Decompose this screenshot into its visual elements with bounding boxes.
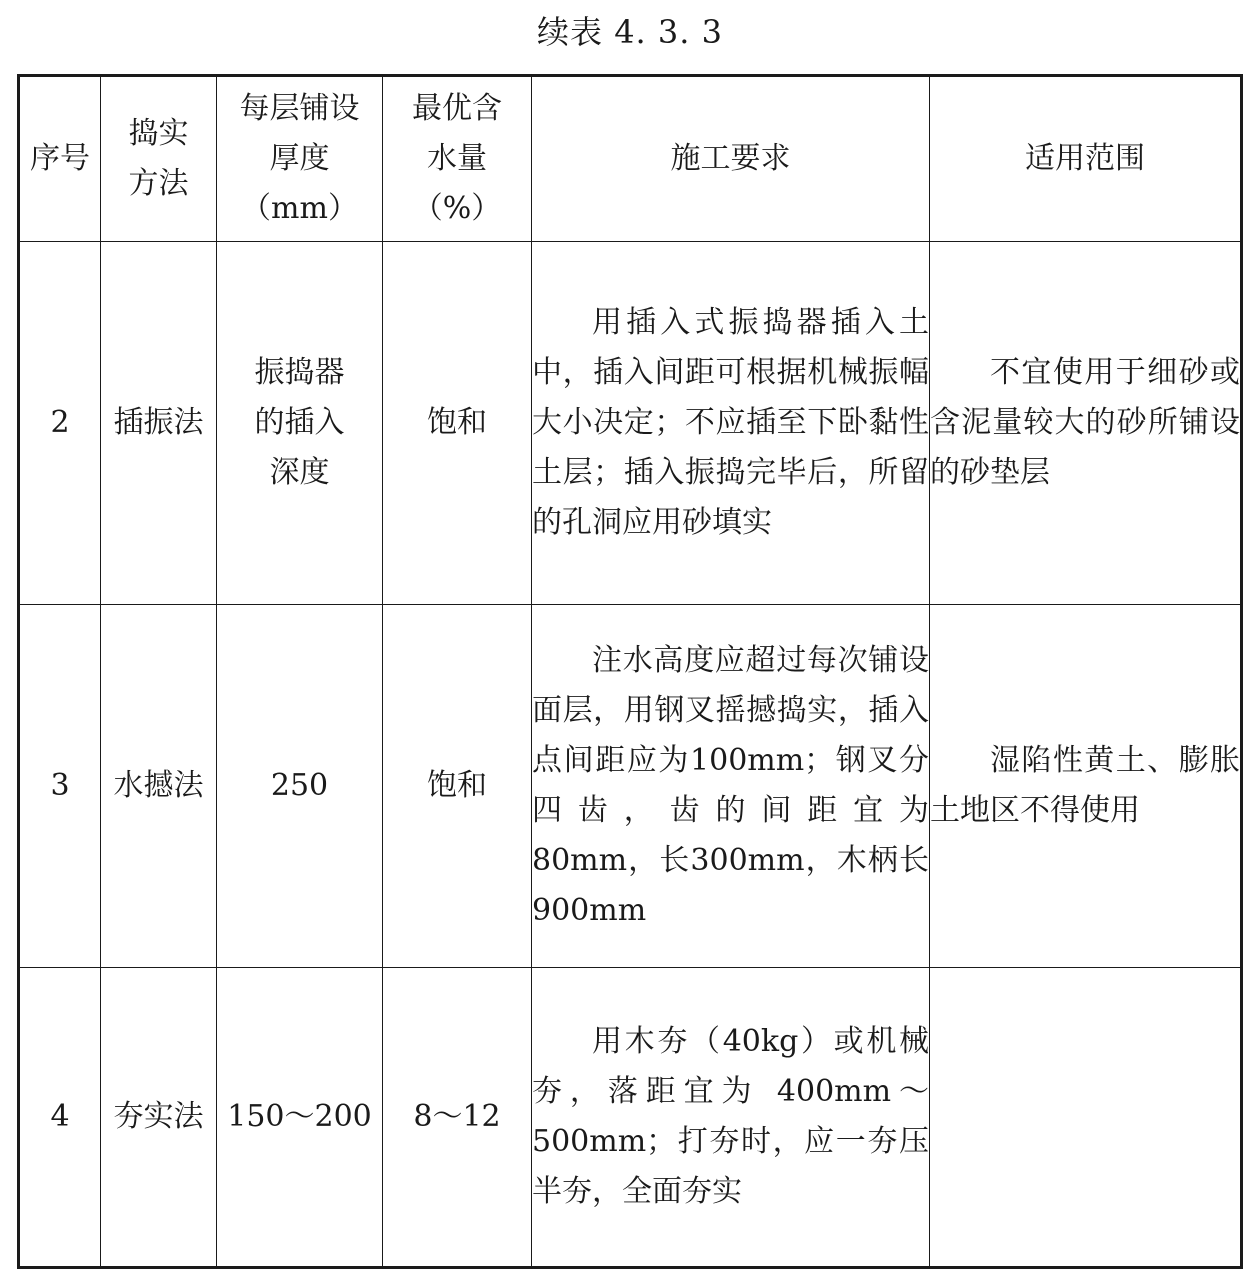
cell-scope (930, 968, 1242, 1268)
header-thickness (217, 76, 383, 242)
cell-thickness-line: 深度 (269, 455, 330, 490)
cell-method: 夯实法 (101, 968, 217, 1268)
cell-method: 插振法 (101, 242, 217, 605)
compaction-methods-table (17, 74, 1243, 1269)
cell-moisture: 饱和 (383, 242, 532, 605)
cell-thickness: 250 (217, 605, 383, 968)
header-method-line: 方法 (128, 166, 189, 201)
cell-seq: 4 (19, 968, 101, 1268)
cell-requirements (532, 242, 930, 605)
header-moisture (383, 76, 532, 242)
header-requirements: 施工要求 (532, 76, 930, 242)
header-thickness-line: 厚度 (269, 141, 330, 176)
cell-thickness-line: 的插入 (254, 405, 345, 440)
cell-seq: 3 (19, 605, 101, 968)
header-row (19, 76, 1242, 242)
header-moisture-line: 最优含 (412, 91, 502, 126)
header-seq: 序号 (19, 76, 101, 242)
cell-moisture: 饱和 (383, 605, 532, 968)
header-moisture-line: 水量 (427, 141, 487, 176)
cell-method: 水撼法 (101, 605, 217, 968)
cell-requirements (532, 605, 930, 968)
table-row (19, 968, 1242, 1268)
cell-requirements (532, 968, 930, 1268)
table-row (19, 605, 1242, 968)
header-thickness-line: （mm） (241, 191, 358, 226)
cell-moisture: 8～12 (383, 968, 532, 1268)
cell-seq: 2 (19, 242, 101, 605)
header-method (101, 76, 217, 242)
cell-scope (930, 242, 1242, 605)
cell-thickness-line: 振捣器 (254, 355, 345, 390)
table-caption: 续表 4. 3. 3 (537, 13, 723, 51)
table-row (19, 242, 1242, 605)
cell-scope (930, 605, 1242, 968)
header-scope: 适用范围 (930, 76, 1242, 242)
header-thickness-line: 每层铺设 (239, 91, 360, 126)
cell-requirements-text: 用插入式振捣器插入土中，插入间距可根据机械振幅大小决定；不应插至下卧黏性土层；插入振捣完毕后，所留的孔洞应用砂填实 (532, 305, 929, 540)
cell-scope-text: 不宜使用于细砂或含泥量较大的砂所铺设的砂垫层 (930, 355, 1240, 490)
header-moisture-line: （%） (412, 191, 502, 226)
cell-requirements-text: 注水高度应超过每次铺设面层，用钢叉摇撼捣实，插入点间距应为100mm；钢叉分四齿，齿的间距宜为 80mm，长300mm，木柄长 900mm (532, 643, 929, 928)
cell-thickness: 150～200 (217, 968, 383, 1268)
header-method-line: 捣实 (128, 116, 189, 151)
cell-scope-text: 湿陷性黄土、膨胀土地区不得使用 (930, 743, 1240, 828)
cell-thickness (217, 242, 383, 605)
cell-requirements-text: 用木夯（40kg）或机械夯，落距宜为 400mm～500mm；打夯时，应一夯压半夯，全面夯实 (532, 1024, 929, 1209)
